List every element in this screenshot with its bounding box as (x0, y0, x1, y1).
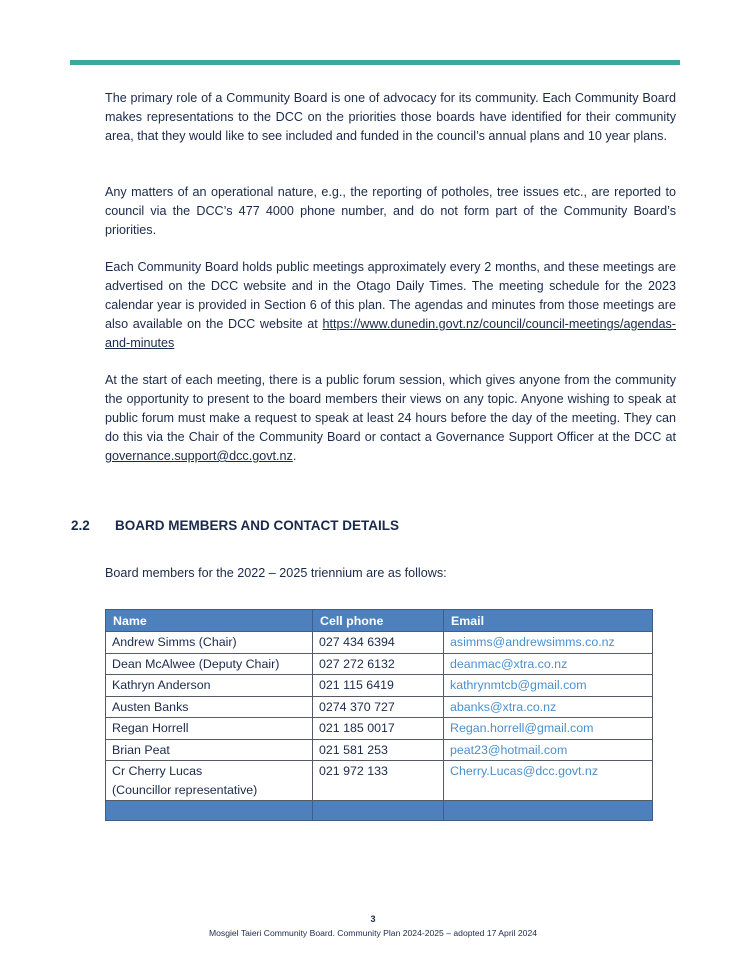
section-heading (71, 518, 399, 533)
section-number: 2.2 (71, 518, 90, 533)
paragraph-public-meetings (105, 258, 676, 353)
table-footer-row (106, 801, 653, 821)
table-row (106, 761, 653, 801)
board-members-intro: Board members for the 2022 – 2025 triennium are as follows: (105, 566, 447, 580)
member-email-link[interactable]: deanmac@xtra.co.nz (444, 653, 653, 675)
table-row (106, 675, 653, 697)
paragraph-operational-matters: Any matters of an operational nature, e.g., the reporting of potholes, tree issues etc., are reported to council via the DCC’s 477 4000 phone number, and do not form part of the Community Board’s priorities. (105, 185, 676, 237)
table-row (106, 653, 653, 675)
footer-cell (444, 801, 653, 821)
governance-email-link[interactable]: governance.support@dcc.govt.nz (105, 449, 293, 463)
member-email-link[interactable]: asimms@andrewsimms.co.nz (444, 632, 653, 654)
header-cell-phone: Cell phone (313, 610, 444, 632)
footer-cell (106, 801, 313, 821)
member-email-link[interactable]: Cherry.Lucas@dcc.govt.nz (444, 761, 653, 801)
member-phone: 027 434 6394 (313, 632, 444, 654)
page-footer-text: Mosgiel Taieri Community Board. Community Plan 2024-2025 – adopted 17 April 2024 (208, 928, 538, 938)
paragraph-public-forum-text: At the start of each meeting, there is a public forum session, which gives anyone from the community the opportunity to present to the board members their views on any topic. Anyone wishing to speak at public forum must make a request to speak at least 24 hours before the day of the meeting. They can do this via the Chair of the Community Board or contact a Governance Support Officer at the DCC at (105, 373, 676, 444)
member-name-line1: Cr Cherry Lucas (112, 764, 203, 778)
member-phone: 021 581 253 (313, 739, 444, 761)
member-phone: 021 185 0017 (313, 718, 444, 740)
agendas-minutes-link[interactable]: https://www.dunedin.govt.nz/council/council-meetings/agendas-and-minutes (105, 317, 676, 350)
member-phone: 021 115 6419 (313, 675, 444, 697)
member-name: Austen Banks (106, 696, 313, 718)
member-name (106, 761, 313, 801)
member-email-link[interactable]: kathrynmtcb@gmail.com (444, 675, 653, 697)
header-accent-rule (70, 60, 680, 65)
table-row (106, 739, 653, 761)
member-name-line2: (Councillor representative) (112, 783, 258, 797)
page-number: 3 (370, 914, 376, 924)
member-phone: 027 272 6132 (313, 653, 444, 675)
header-email: Email (444, 610, 653, 632)
table-row (106, 632, 653, 654)
header-name: Name (106, 610, 313, 632)
paragraph-public-meetings-text: Each Community Board holds public meetings approximately every 2 months, and these meetings are advertised on the DCC website and in the Otago Daily Times. The meeting schedule for the 2023 calendar year is provided in Section 6 of this plan. The agendas and minutes from those meetings are also available on the DCC website at (105, 260, 676, 331)
member-email-link[interactable]: abanks@xtra.co.nz (444, 696, 653, 718)
table-header-row (106, 610, 653, 632)
member-email-link[interactable]: Regan.horrell@gmail.com (444, 718, 653, 740)
member-phone: 021 972 133 (313, 761, 444, 801)
member-name: Kathryn Anderson (106, 675, 313, 697)
member-email-link[interactable]: peat23@hotmail.com (444, 739, 653, 761)
member-name: Andrew Simms (Chair) (106, 632, 313, 654)
table-row (106, 718, 653, 740)
paragraph-advocacy-role: The primary role of a Community Board is one of advocacy for its community. Each Community Board makes representations to the DCC on the priorities those boards have identified for their community area, that they would like to see included and funded in the council’s annual plans and 10 year plans. (105, 91, 676, 143)
member-name: Dean McAlwee (Deputy Chair) (106, 653, 313, 675)
paragraph-public-forum (105, 371, 676, 466)
board-members-table (105, 609, 653, 821)
table-row (106, 696, 653, 718)
member-phone: 0274 370 727 (313, 696, 444, 718)
member-name: Regan Horrell (106, 718, 313, 740)
paragraph-public-forum-end: . (292, 449, 297, 463)
member-name: Brian Peat (106, 739, 313, 761)
footer-cell (313, 801, 444, 821)
section-title: BOARD MEMBERS AND CONTACT DETAILS (115, 518, 399, 533)
